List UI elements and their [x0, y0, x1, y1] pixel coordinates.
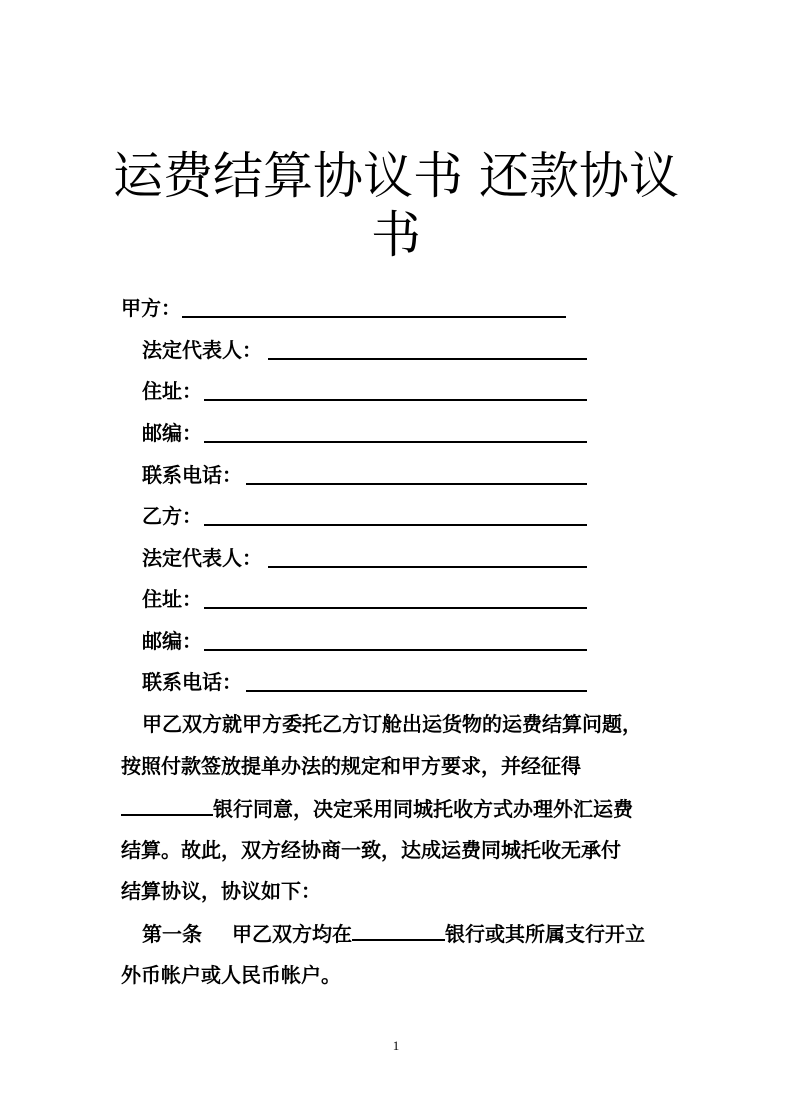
party-b-address-blank[interactable]: [204, 607, 587, 609]
party-a-blank[interactable]: [182, 316, 566, 318]
article-1-line-1: [142, 919, 645, 948]
body-paragraph-line-2: 按照付款签放提单办法的规定和甲方要求，并经征得: [121, 754, 581, 778]
body-paragraph-line-1: 甲乙双方就甲方委托乙方订舱出运货物的运费结算问题，: [142, 712, 642, 736]
party-b-rep-blank[interactable]: [268, 566, 587, 568]
document-title-line-1: 运费结算协议书 还款协议: [113, 147, 679, 205]
party-a-phone-blank[interactable]: [246, 483, 587, 485]
party-a-label: 甲方：: [121, 296, 181, 320]
party-a-address-blank[interactable]: [204, 399, 587, 401]
party-b-rep-label: 法定代表人：: [142, 546, 262, 570]
party-b-phone-label: 联系电话：: [142, 670, 242, 694]
article-1-post-text: 银行或其所属支行开立: [445, 922, 645, 946]
document-title-line-2: 书: [371, 206, 421, 264]
party-a-phone-label: 联系电话：: [142, 463, 242, 487]
article-1-line-2: 外币帐户或人民币帐户。: [121, 963, 341, 987]
page-number: 1: [392, 1038, 400, 1053]
party-a-address-label: 住址：: [142, 379, 202, 403]
party-b-postcode-blank[interactable]: [204, 649, 587, 651]
party-a-postcode-label: 邮编：: [142, 421, 202, 445]
article-1-pre-text: 甲乙双方均在: [232, 922, 352, 946]
article-1-label: 第一条: [142, 922, 202, 946]
party-a-rep-blank[interactable]: [268, 358, 587, 360]
party-a-rep-label: 法定代表人：: [142, 338, 262, 362]
party-b-phone-blank[interactable]: [246, 690, 587, 692]
party-b-postcode-label: 邮编：: [142, 629, 202, 653]
article-1-bank-blank[interactable]: [352, 919, 445, 941]
party-b-address-label: 住址：: [142, 587, 202, 611]
bank-name-blank[interactable]: [121, 794, 213, 816]
party-b-label: 乙方：: [142, 504, 202, 528]
body-paragraph-line-5: 结算协议，协议如下：: [121, 879, 321, 903]
party-b-blank[interactable]: [204, 524, 587, 526]
party-a-postcode-blank[interactable]: [204, 441, 587, 443]
body-paragraph-line-3: [121, 794, 633, 823]
body-paragraph-line-3-text: 银行同意，决定采用同城托收方式办理外汇运费: [213, 797, 633, 821]
body-paragraph-line-4: 结算。故此，双方经协商一致，达成运费同城托收无承付: [121, 838, 621, 862]
